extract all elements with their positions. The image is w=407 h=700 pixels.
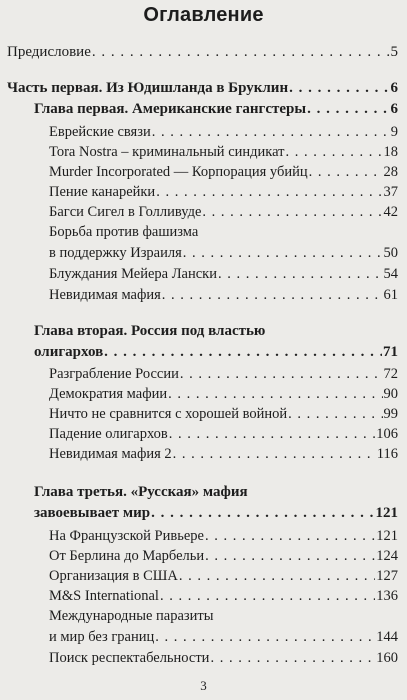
entry-page: 124 [376,548,398,564]
toc-entry-preface [7,44,398,61]
entry-page: 50 [383,245,398,261]
leader-dots [160,588,375,605]
toc-entry-section [49,426,398,443]
leader-dots [162,287,383,304]
leader-dots [173,446,376,463]
entry-title: M&S International [49,588,159,604]
entry-title: Блуждания Мейера Лански [49,266,217,282]
entry-title: На Французской Ривьере [49,528,204,544]
entry-title-line-2: и мир без границ [49,629,155,645]
entry-title: Tora Nostra – криминальный синдикат [49,144,285,160]
entry-page: 106 [376,426,398,442]
leader-dots [210,650,375,667]
toc-entry-chapter-one [34,101,398,118]
entry-title-line-1: Глава вторая. Россия под властью [34,323,266,339]
entry-page: 9 [390,124,398,140]
entry-title: Невидимая мафия [49,287,161,303]
toc-entry-part-one [7,80,398,97]
page-number: 3 [200,678,207,693]
entry-title: Демократия мафии [49,386,168,402]
leader-dots [156,184,382,201]
leader-dots [168,386,382,403]
leader-dots [205,528,375,545]
entry-page: 6 [390,80,398,96]
entry-title-line-1: Международные паразиты [49,608,214,624]
leader-dots [202,204,382,221]
entry-page: 5 [390,44,398,60]
entry-page: 144 [376,629,398,645]
toc-entry-section [49,650,398,667]
entry-page: 6 [390,101,398,117]
leader-dots [180,366,383,383]
entry-page: 99 [383,406,398,422]
entry-page: 54 [383,266,398,282]
toc-entry-section [49,184,398,201]
toc-entry-section [49,608,398,646]
entry-title: Ничто не сравнится с хорошей войной [49,406,288,422]
entry-title-line-2: завоевывает мир [34,505,151,521]
toc-entry-section [49,406,398,423]
entry-page: 90 [383,386,398,402]
entry-page: 18 [383,144,398,160]
toc-entry-section [49,366,398,383]
toc-entry-section [49,568,398,585]
toc-entry-section [49,204,398,221]
entry-title-line-1: Глава третья. «Русская» мафия [34,484,248,500]
entry-page: 121 [376,528,398,544]
entry-page: 160 [376,650,398,666]
toc-entry-chapter-three [34,484,398,522]
entry-page: 71 [383,344,398,360]
leader-dots [286,144,383,161]
toc-entry-section [49,224,398,262]
leader-dots [218,266,383,283]
entry-page: 136 [376,588,398,604]
entry-title: Часть первая. Из Юдишланда в Бруклин [7,80,289,96]
entry-title-line-2: в поддержку Израиля [49,245,182,261]
leader-dots [179,568,375,585]
leader-dots [288,406,382,423]
entry-title: Еврейские связи [49,124,151,140]
entry-title: Пение канарейки [49,184,156,200]
toc-entry-section [49,266,398,283]
entry-page: 121 [375,505,398,521]
leader-dots [169,426,375,443]
leader-dots [309,164,383,181]
entry-page: 116 [376,446,398,462]
toc-entry-section [49,124,398,141]
entry-title: Падение олигархов [49,426,168,442]
leader-dots [183,245,383,262]
toc-entry-section [49,528,398,545]
entry-title: Предисловие [7,44,91,60]
leader-dots [289,80,389,97]
entry-page: 37 [383,184,398,200]
entry-title: Поиск респектабельности [49,650,210,666]
toc-entry-section [49,386,398,403]
entry-page: 72 [383,366,398,382]
leader-dots [307,101,389,118]
toc-entry-chapter-two [34,323,398,361]
entry-title-line-1: Борьба против фашизма [49,224,199,240]
leader-dots [104,344,382,361]
entry-title: Разграбление России [49,366,179,382]
toc-entry-section [49,144,398,161]
entry-title-line-2: олигархов [34,344,104,360]
leader-dots [205,548,375,565]
toc-entry-section [49,164,398,181]
entry-page: 28 [383,164,398,180]
entry-title: Невидимая мафия 2 [49,446,172,462]
entry-page: 42 [383,204,398,220]
entry-title: Организация в США [49,568,178,584]
entry-title: Глава первая. Американские гангстеры [34,101,307,117]
page-title: Оглавление [143,4,264,26]
leader-dots [155,629,375,646]
leader-dots [151,505,374,522]
toc-entry-section [49,588,398,605]
entry-title: От Берлина до Марбельи [49,548,205,564]
toc-entry-section [49,287,398,304]
entry-title: Murder Incorporated — Корпорация убийц [49,164,308,180]
entry-title: Багси Сигел в Голливуде [49,204,202,220]
toc-entry-section [49,446,398,463]
toc-entry-section [49,548,398,565]
leader-dots [152,124,390,141]
entry-page: 61 [383,287,398,303]
leader-dots [92,44,390,61]
entry-page: 127 [376,568,398,584]
